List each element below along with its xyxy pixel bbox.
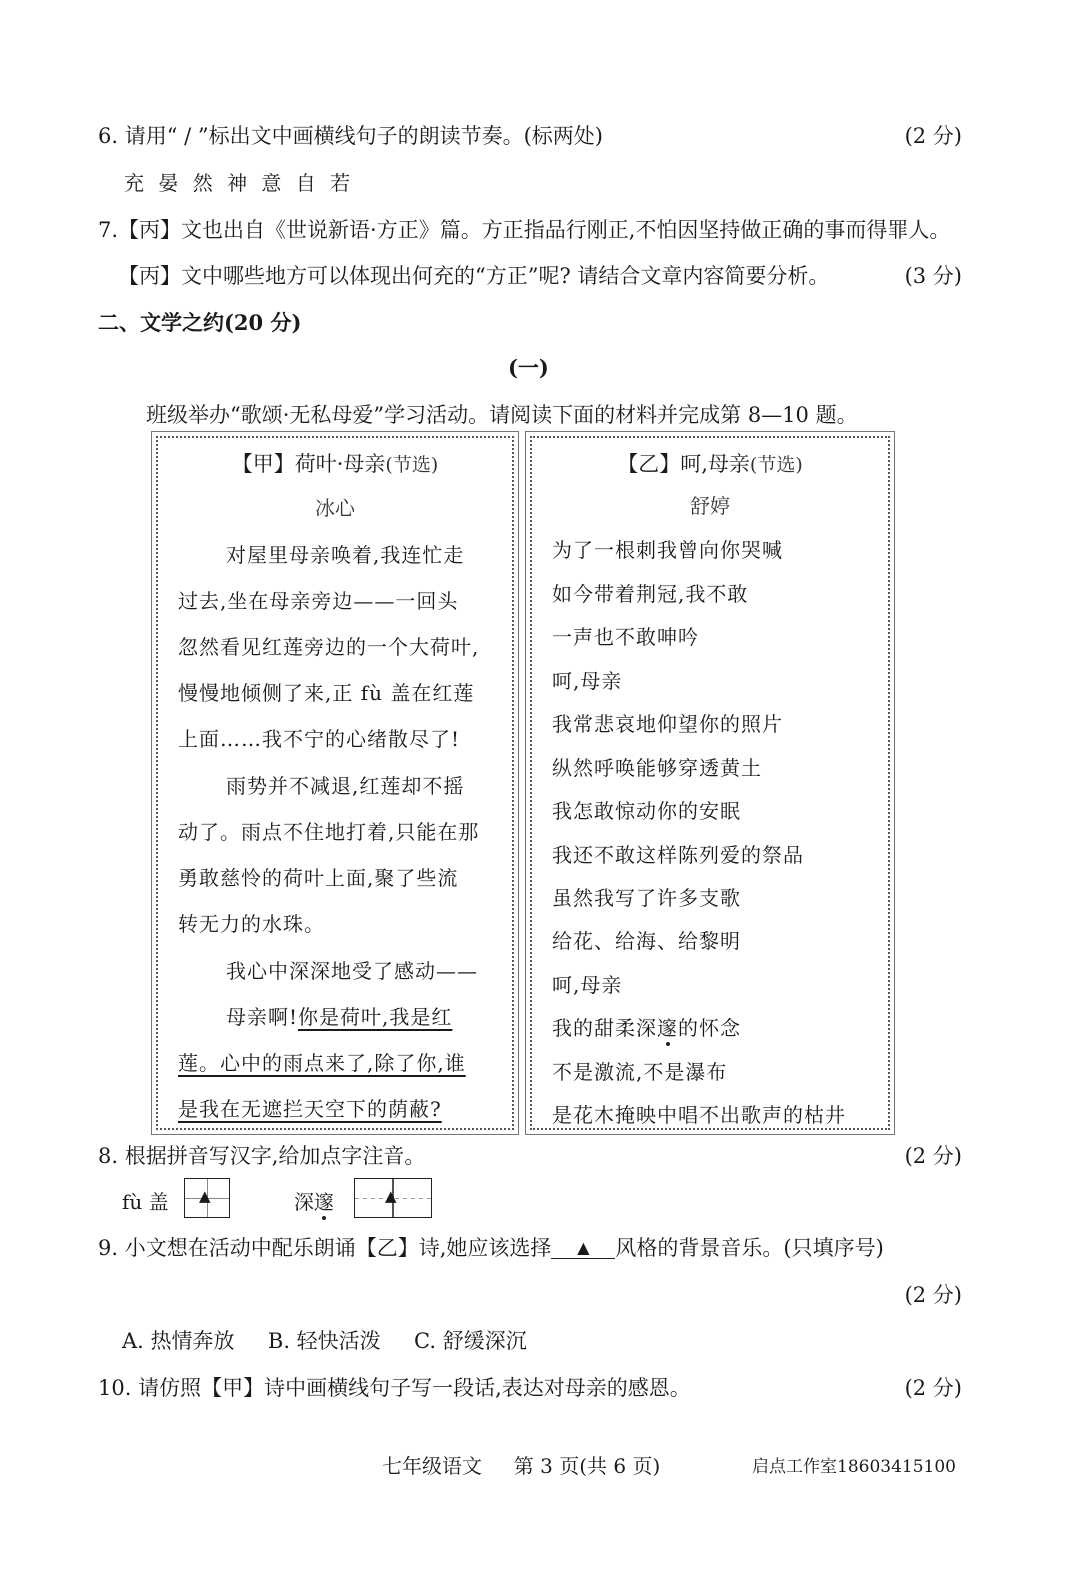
poem-jia-line: 动了。雨点不住地打着,只能在那 [178,820,480,844]
q7-score: (3 分) [904,264,962,288]
poem-yi-line: 为了一根刺我曾向你哭喊 [552,538,783,562]
q8-item2-label [294,1186,334,1215]
page-footer: 七年级语文 第 3 页(共 6 页) [382,1454,661,1478]
poem-jia-line: 上面……我不宁的心绪散尽了! [178,727,461,751]
q9-score: (2 分) [904,1283,962,1307]
poem-yi-box [530,436,890,1130]
dotted-character: 邃 [657,1016,678,1040]
poem-yi-line: 虽然我写了许多支歌 [552,886,741,910]
q8-score: (2 分) [904,1144,962,1168]
q6-sentence: 充 晏 然 神 意 自 若 [124,171,355,195]
poem-jia-title [158,448,512,478]
poem-yi-line: 给花、给海、给黎明 [552,929,741,953]
poem-yi-dotted-line [552,1012,741,1041]
poem-yi-line: 如今带着荆冠,我不敢 [552,582,749,606]
answer-box-1[interactable] [184,1178,230,1218]
answer-marker: ▲ [199,1187,211,1205]
poem-yi-text: 我的甜柔深 [552,1016,657,1040]
poem-jia-line: 我心中深深地受了感动—— [226,959,478,983]
poem-jia-subtitle: (节选) [385,454,439,476]
poem-jia-line: 勇敢慈怜的荷叶上面,聚了些流 [178,866,459,890]
poem-yi-text: 的怀念 [678,1016,741,1040]
q9-text [98,1232,884,1262]
poem-jia-box [156,436,514,1130]
dotted-character: 邃 [314,1190,334,1214]
section-title: 二、文学之约(20 分) [98,310,302,335]
q9-text-post: 风格的背景音乐。(只填序号) [615,1236,884,1260]
q7-line2: 【丙】文中哪些地方可以体现出何充的“方正”呢? 请结合文章内容简要分析。 [118,264,830,288]
poem-yi-line: 一声也不敢呻吟 [552,625,699,649]
answer-marker: ▲ [385,1187,397,1205]
poem-yi-title-text: 【乙】呵,母亲 [617,452,750,476]
q9-text-pre: 9. 小文想在活动中配乐朗诵【乙】诗,她应该选择 [98,1236,552,1260]
poem-jia-line: 转无力的水珠。 [178,912,325,936]
poem-yi-subtitle: (节选) [749,454,803,476]
poem-jia-line: 忽然看见红莲旁边的一个大荷叶, [178,635,480,659]
poem-jia-line: 对屋里母亲唤着,我连忙走 [226,543,465,567]
poem-jia-text: 母亲啊! [226,1005,299,1029]
q9-answer-blank[interactable]: ▲ [551,1238,615,1259]
poem-jia-underlined-line: 莲。心中的雨点来了,除了你,谁 [178,1051,466,1075]
part-heading: (一) [508,355,549,380]
poem-yi-line: 呵,母亲 [552,669,623,693]
poem-yi-author: 舒婷 [690,494,730,518]
q6-score: (2 分) [904,124,962,148]
q9-options: A. 热情奔放 B. 轻快活泼 C. 舒缓深沉 [122,1329,527,1353]
poem-jia-author: 冰心 [315,496,355,520]
q6-text: 6. 请用“ / ”标出文中画横线句子的朗读节奏。(标两处) [98,124,603,148]
poem-jia-title-text: 【甲】荷叶·母亲 [231,452,386,476]
poem-yi-line: 我还不敢这样陈列爱的祭品 [552,843,804,867]
poem-yi-line: 我常悲哀地仰望你的照片 [552,712,783,736]
q8-item1-label: fù 盖 [122,1190,169,1214]
poem-yi-title [532,448,888,478]
poem-jia-underlined-text: 你是荷叶,我是红 [298,1005,453,1029]
q8-item2-char: 深 [294,1190,314,1214]
section-intro: 班级举办“歌颂·无私母爱”学习活动。请阅读下面的材料并完成第 8—10 题。 [146,403,858,427]
poem-jia-line: 过去,坐在母亲旁边——一回头 [178,589,459,613]
q10-text: 10. 请仿照【甲】诗中画横线句子写一段话,表达对母亲的感恩。 [98,1376,691,1400]
poem-yi-line: 我怎敢惊动你的安眠 [552,799,741,823]
poem-jia-line: 雨势并不减退,红莲却不摇 [226,774,465,798]
q7-line1: 7.【丙】文也出自《世说新语·方正》篇。方正指品行刚正,不怕因坚持做正确的事而得罪人。 [98,218,951,242]
q8-text: 8. 根据拼音写汉字,给加点字注音。 [98,1144,426,1168]
poem-yi-line: 是花木掩映中唱不出歌声的枯井 [552,1103,846,1127]
footer-studio: 启点工作室18603415100 [752,1457,956,1477]
poem-jia-underlined-line: 是我在无遮拦天空下的荫蔽? [178,1097,442,1121]
q10-score: (2 分) [904,1376,962,1400]
answer-box-2[interactable] [354,1178,432,1218]
poem-yi-line: 纵然呼唤能够穿透黄土 [552,756,762,780]
poem-yi-line: 呵,母亲 [552,973,623,997]
poem-jia-underlined-line [226,1001,452,1030]
poem-yi-line: 不是激流,不是瀑布 [552,1060,728,1084]
poem-jia-line: 慢慢地倾侧了来,正 fù 盖在红莲 [178,681,475,705]
